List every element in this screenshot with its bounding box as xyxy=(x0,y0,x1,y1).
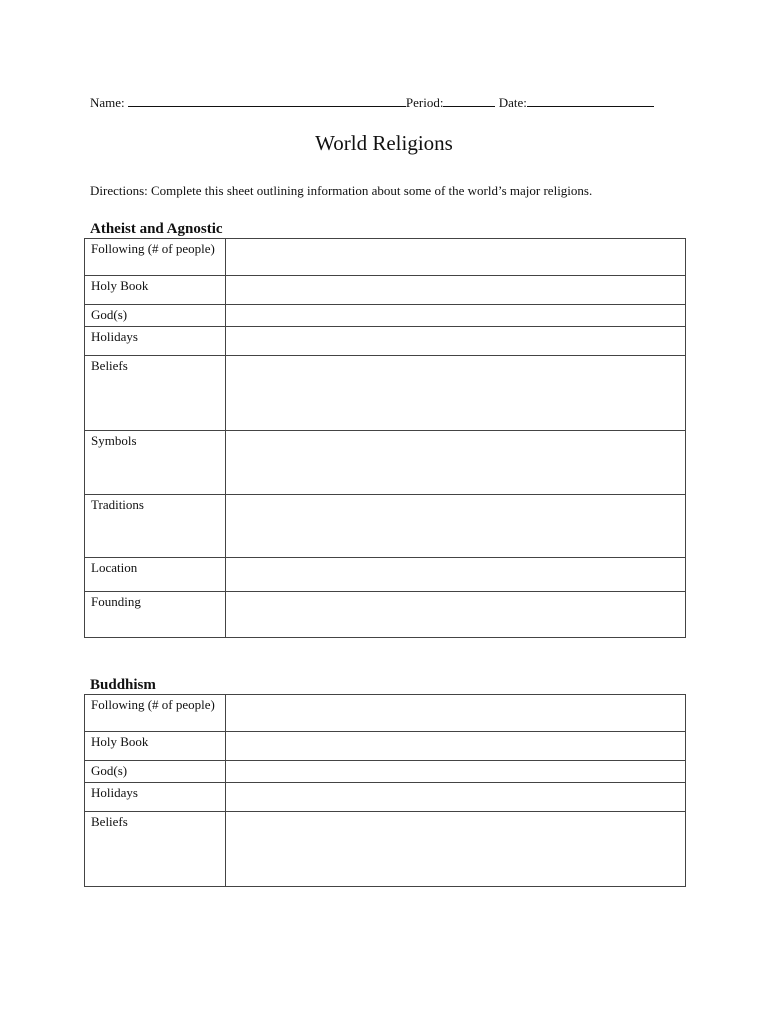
row-label-holidays: Holidays xyxy=(85,327,226,356)
answer-cell-following[interactable] xyxy=(226,239,686,276)
table-row xyxy=(85,327,686,356)
answer-cell-holy-book[interactable] xyxy=(226,732,686,761)
row-label-symbols: Symbols xyxy=(85,431,226,495)
section-title-buddhism: Buddhism xyxy=(90,677,156,693)
page-title: World Religions xyxy=(315,131,453,155)
table-row xyxy=(85,276,686,305)
answer-cell-beliefs[interactable] xyxy=(226,356,686,431)
date-label: Date: xyxy=(498,95,527,110)
answer-cell-following[interactable] xyxy=(226,695,686,732)
period-blank[interactable] xyxy=(443,94,495,107)
table-row xyxy=(85,431,686,495)
table-row xyxy=(85,356,686,431)
row-label-holy-book: Holy Book xyxy=(85,276,226,305)
row-label-holy-book: Holy Book xyxy=(85,732,226,761)
atheist-agnostic-table xyxy=(84,238,686,638)
answer-cell-holidays[interactable] xyxy=(226,783,686,812)
table-row xyxy=(85,783,686,812)
name-label: Name: xyxy=(90,95,125,110)
row-label-traditions: Traditions xyxy=(85,495,226,558)
row-label-gods: God(s) xyxy=(85,305,226,327)
answer-cell-beliefs[interactable] xyxy=(226,812,686,887)
answer-cell-gods[interactable] xyxy=(226,761,686,783)
table-row xyxy=(85,732,686,761)
section-title-atheist-agnostic: Atheist and Agnostic xyxy=(90,221,223,237)
answer-cell-gods[interactable] xyxy=(226,305,686,327)
answer-cell-holy-book[interactable] xyxy=(226,276,686,305)
name-blank[interactable] xyxy=(128,94,406,107)
answer-cell-location[interactable] xyxy=(226,558,686,592)
period-label: Period: xyxy=(405,95,444,110)
answer-cell-holidays[interactable] xyxy=(226,327,686,356)
table-row xyxy=(85,812,686,887)
table-row xyxy=(85,239,686,276)
row-label-holidays: Holidays xyxy=(85,783,226,812)
table-row xyxy=(85,558,686,592)
buddhism-table xyxy=(84,694,686,887)
row-label-following: Following (# of people) xyxy=(85,239,226,276)
row-label-following: Following (# of people) xyxy=(85,695,226,732)
row-label-gods: God(s) xyxy=(85,761,226,783)
table-row xyxy=(85,495,686,558)
row-label-founding: Founding xyxy=(85,592,226,638)
row-label-beliefs: Beliefs xyxy=(85,812,226,887)
table-row xyxy=(85,592,686,638)
row-label-location: Location xyxy=(85,558,226,592)
directions-text: Directions: Complete this sheet outlining information about some of the world’s major religions. xyxy=(90,183,593,198)
row-label-beliefs: Beliefs xyxy=(85,356,226,431)
table-row xyxy=(85,695,686,732)
answer-cell-symbols[interactable] xyxy=(226,431,686,495)
student-info-line xyxy=(90,94,654,111)
answer-cell-founding[interactable] xyxy=(226,592,686,638)
table-row xyxy=(85,761,686,783)
table-row xyxy=(85,305,686,327)
date-blank[interactable] xyxy=(527,94,654,107)
answer-cell-traditions[interactable] xyxy=(226,495,686,558)
